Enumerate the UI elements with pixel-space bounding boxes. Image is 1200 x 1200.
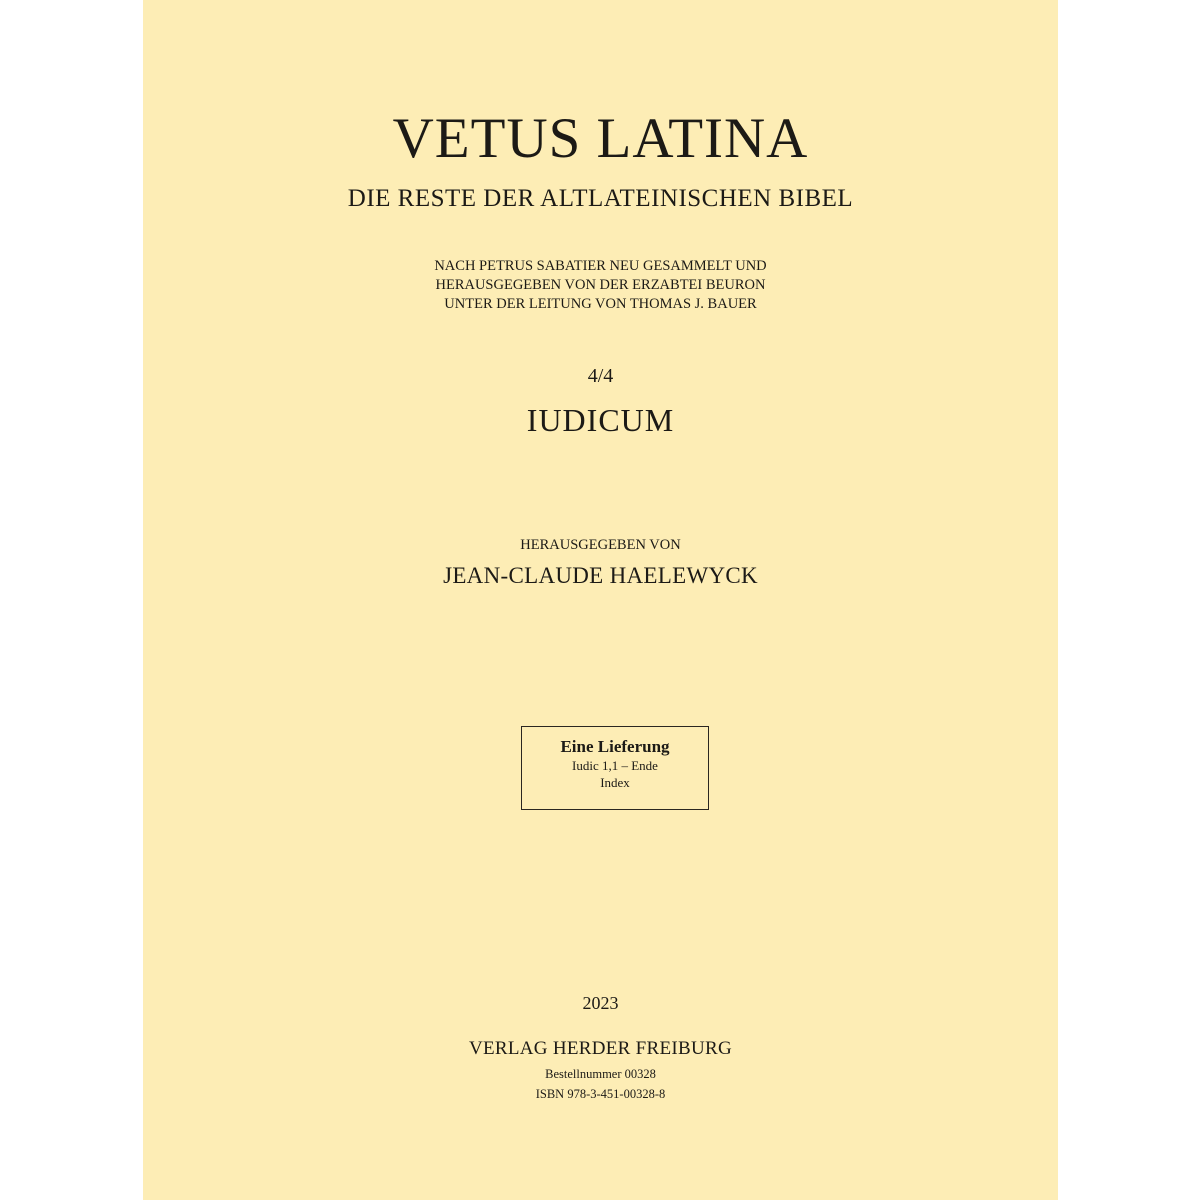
isbn-number: ISBN 978-3-451-00328-8 — [535, 1087, 666, 1101]
series-title: VETUS LATINA — [392, 107, 809, 170]
delivery-index: Index — [600, 775, 630, 790]
publisher-name: VERLAG HERDER FREIBURG — [468, 1038, 733, 1059]
publication-year: 2023 — [582, 993, 619, 1013]
order-number: Bestellnummer 00328 — [545, 1067, 656, 1081]
book-title: IUDICUM — [526, 402, 675, 438]
delivery-heading: Eine Lieferung — [560, 737, 670, 756]
volume-number: 4/4 — [587, 365, 614, 387]
delivery-box — [521, 726, 709, 810]
editorial-line: NACH PETRUS SABATIER NEU GESAMMELT UND — [434, 258, 767, 274]
series-subtitle: DIE RESTE DER ALTLATEINISCHEN BIBEL — [347, 185, 854, 212]
edited-by-label: HERAUSGEGEBEN VON — [520, 537, 681, 553]
editorial-line: HERAUSGEGEBEN VON DER ERZABTEI BEURON — [435, 277, 766, 293]
editorial-note — [143, 257, 1058, 314]
delivery-range: Iudic 1,1 – Ende — [572, 758, 658, 773]
editorial-line: UNTER DER LEITUNG VON THOMAS J. BAUER — [444, 296, 757, 312]
editor-name: JEAN-CLAUDE HAELEWYCK — [443, 563, 758, 588]
book-cover — [143, 0, 1058, 1200]
